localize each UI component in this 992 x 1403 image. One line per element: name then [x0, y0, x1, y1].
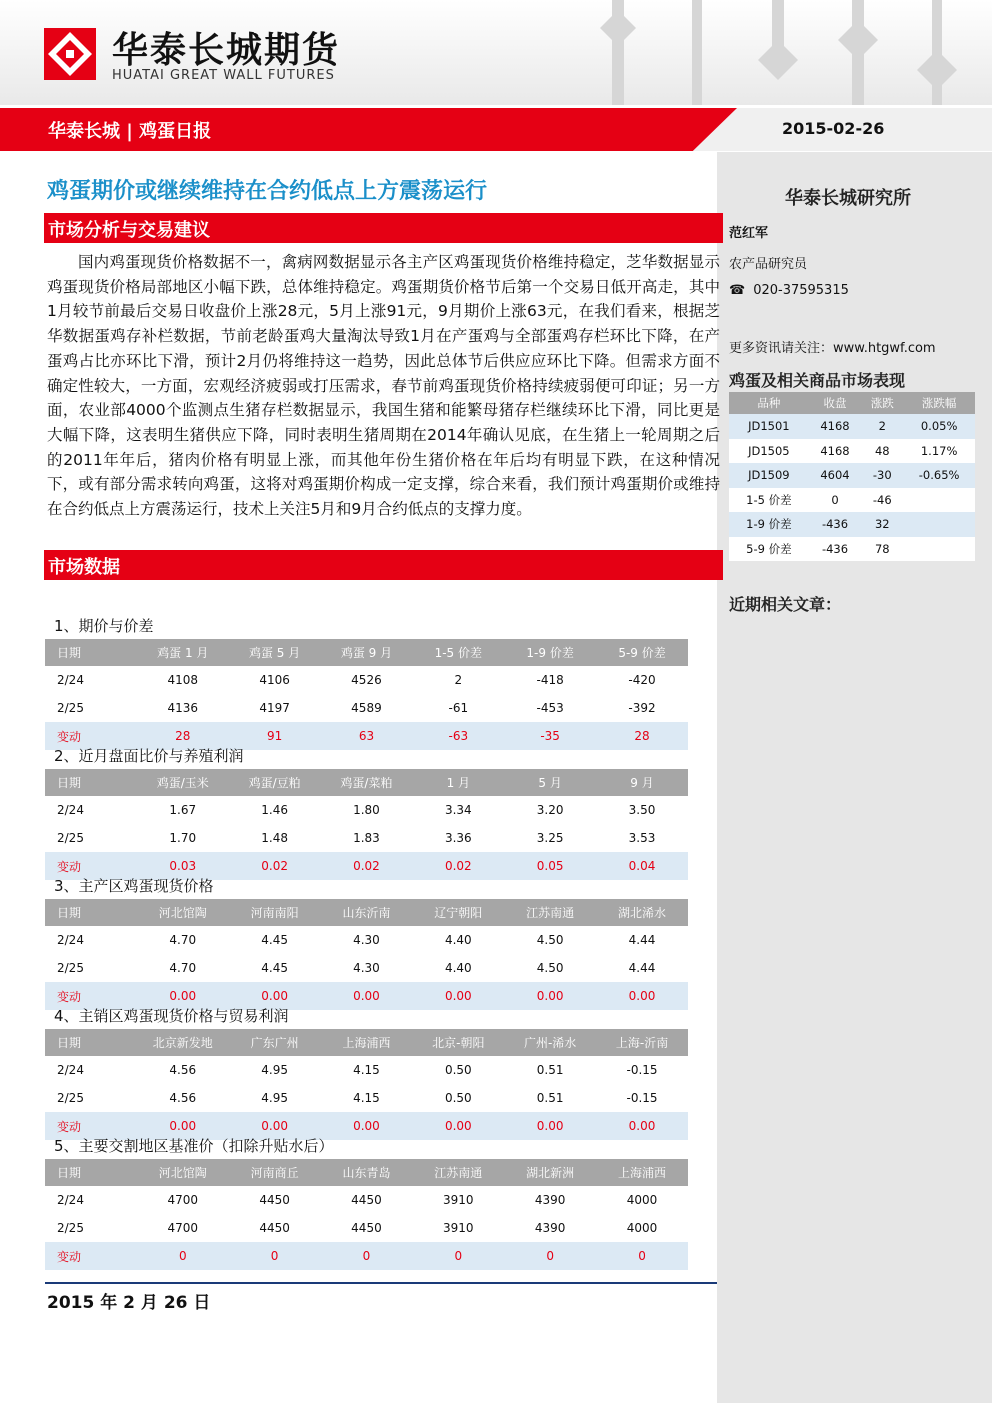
section-header-analysis: [44, 213, 723, 243]
table-cell: 4106: [259, 673, 290, 687]
table-cell: 2/25: [57, 961, 84, 975]
market-performance-title: 鸡蛋及相关商品市场表现: [729, 371, 906, 390]
column-header: 山东青岛: [321, 1159, 413, 1186]
table-cell: 0.00: [321, 982, 413, 1010]
market-data-table: [45, 1029, 688, 1140]
table-cell: 0.00: [504, 1112, 596, 1140]
table-cell: 0.00: [412, 1112, 504, 1140]
table-cell: 0: [229, 1242, 321, 1270]
recent-articles-title: 近期相关文章：: [729, 595, 842, 614]
column-header: 鸡蛋 1 月: [137, 639, 229, 666]
table-cell: -436: [809, 537, 862, 562]
table-cell: 0: [504, 1242, 596, 1270]
table-row: [45, 1242, 688, 1270]
table-cell: 2/25: [57, 1221, 84, 1235]
table-cell: 4.30: [353, 933, 380, 947]
table-row: [45, 666, 688, 694]
column-header: 河南南阳: [229, 899, 321, 926]
column-header: 1-5 价差: [412, 639, 504, 666]
section-title: 市场数据: [48, 557, 120, 578]
table-cell: 4.45: [261, 961, 288, 975]
column-header: 鸡蛋 9 月: [321, 639, 413, 666]
table-cell: 1.46: [261, 803, 288, 817]
table-row: [45, 954, 688, 982]
table-row: [45, 796, 688, 824]
column-header: 上海浦西: [596, 1159, 688, 1186]
table-cell: 0.51: [536, 1063, 564, 1077]
column-header: 江苏南通: [504, 899, 596, 926]
table-cell: JD1509: [729, 463, 809, 488]
table-cell: 4.56: [169, 1091, 197, 1105]
column-header: 辽宁朝阳: [412, 899, 504, 926]
market-data-table: [45, 639, 688, 750]
table-cell: 48: [861, 439, 903, 464]
table-cell: 变动: [45, 982, 137, 1010]
analysis-paragraph: 国内鸡蛋现货价格数据不一，禽病网数据显示各主产区鸡蛋现货价格维持稳定，芝华数据显示鸡蛋现货价格局部地区小幅下跌，总体维持稳定。鸡蛋期货价格节后第一个交易日低开高走，其中1月较节前最后交易日收盘价上涨28元，5月上涨91元，9月期价上涨63元，在我们看来，根据芝华数据蛋鸡存补栏数据，节前老龄蛋鸡大量淘汰导致1月在产蛋鸡与全部蛋鸡存栏环比下降，在产蛋鸡占比亦环比下滑，预计2月仍将维持这一趋势，因此总体节后供应应环比下降。但需求方面不确定性较大，一方面，宏观经济疲弱或打压需求，春节前鸡蛋现货价格持续疲弱便可印证；另一方面，农业部4000个监测点生猪存栏数据显示，我国生猪和能繁母猪存栏继续环比下滑，同比更是大幅下降，这表明生猪供应下降，同时表明生猪周期在2014年确认见底，在生猪上一轮周期之后的2011年年后，猪肉价格有明显上涨，而其他年份生猪价格在年后均有明显下跌，在这种情况下，或有部分需求转向鸡蛋，这将对鸡蛋期价构成一定支撑，综合来看，我们预计鸡蛋期价或维持在合约低点上方震荡运行，技术上关注5月和9月合约低点的支撑力度。: [47, 253, 720, 519]
table-cell: -0.15: [626, 1091, 658, 1105]
header-decoration: [572, 0, 992, 105]
table-cell: 2/24: [57, 803, 84, 817]
table-cell: 4.40: [444, 961, 472, 975]
report-type: 华泰长城 | 鸡蛋日报: [48, 121, 212, 142]
analyst-name: 范红军: [729, 226, 769, 241]
table-cell: 0.02: [412, 852, 504, 880]
table-cell: 4390: [534, 1221, 566, 1235]
column-header: 鸡蛋/菜粕: [321, 769, 413, 796]
more-info-link[interactable]: 更多资讯请关注：www.htgwf.com: [729, 341, 936, 356]
table-cell: -436: [809, 512, 862, 537]
table-cell: 4.95: [261, 1091, 288, 1105]
table-cell: -0.15: [626, 1063, 658, 1077]
table-row: [45, 926, 688, 954]
column-header: 1-9 价差: [504, 639, 596, 666]
table-cell: 0.00: [412, 982, 504, 1010]
column-header: 品种: [729, 392, 809, 414]
column-header: 日期: [45, 1029, 137, 1056]
column-header: 北京新发地: [137, 1029, 229, 1056]
table-cell: 4450: [351, 1221, 382, 1235]
table-cell: 2/24: [57, 1063, 84, 1077]
table-row: [729, 414, 975, 439]
table-cell: 4.40: [444, 933, 472, 947]
column-header: 河北馆陶: [137, 899, 229, 926]
institute-name: 华泰长城研究所: [785, 188, 911, 209]
table-cell: 4.15: [353, 1063, 380, 1077]
table-cell: -0.65%: [903, 463, 975, 488]
table-cell: 4390: [534, 1193, 566, 1207]
table-cell: 4.45: [261, 933, 288, 947]
table-cell: 4450: [351, 1193, 382, 1207]
table-row: [45, 824, 688, 852]
table-cell: 4.15: [353, 1091, 380, 1105]
table-cell: 4526: [351, 673, 382, 687]
table-cell: -453: [536, 701, 564, 715]
table-cell: 变动: [45, 1112, 137, 1140]
table-cell: 变动: [45, 1242, 137, 1270]
table-cell: 4700: [167, 1221, 199, 1235]
column-header: 收盘: [809, 392, 862, 414]
table-cell: 2/25: [57, 831, 84, 845]
table-cell: 4000: [626, 1193, 658, 1207]
column-header: 广东广州: [229, 1029, 321, 1056]
table-cell: 4.44: [628, 961, 656, 975]
table-cell: 3.34: [444, 803, 472, 817]
table-cell: [903, 537, 975, 562]
column-header: 鸡蛋/豆粕: [229, 769, 321, 796]
table-cell: -30: [861, 463, 903, 488]
table-cell: 2/24: [57, 673, 84, 687]
table-row: [45, 694, 688, 722]
table-row: [729, 463, 975, 488]
column-header: 5 月: [504, 769, 596, 796]
table-cell: 4.70: [169, 933, 197, 947]
table-row: [45, 1214, 688, 1242]
table-row: [729, 439, 975, 464]
table-cell: 0.02: [321, 852, 413, 880]
phone-line: [729, 283, 849, 298]
market-performance-table: [729, 392, 975, 561]
report-title: 鸡蛋期价或继续维持在合约低点上方震荡运行: [47, 179, 488, 204]
table-cell: 78: [861, 537, 903, 562]
table-cell: 4136: [167, 701, 199, 715]
table-row: [729, 537, 975, 562]
table-cell: 3.50: [628, 803, 656, 817]
column-header: 河南商丘: [229, 1159, 321, 1186]
table-cell: 3.25: [536, 831, 564, 845]
table-caption: 1、期价与价差: [54, 617, 154, 635]
table-row: [45, 1186, 688, 1214]
footer-date: 2015 年 2 月 26 日: [47, 1293, 211, 1313]
column-header: 河北馆陶: [137, 1159, 229, 1186]
table-caption: 3、主产区鸡蛋现货价格: [54, 877, 214, 895]
analyst-role: 农产品研究员: [729, 257, 808, 272]
table-cell: 1.48: [261, 831, 288, 845]
market-data-table: [45, 769, 688, 880]
table-cell: 0.00: [504, 982, 596, 1010]
column-header: 日期: [45, 769, 137, 796]
report-date: 2015-02-26: [782, 119, 885, 138]
table-cell: 1-9 价差: [729, 512, 809, 537]
table-cell: 4700: [167, 1193, 199, 1207]
section-title: 市场分析与交易建议: [48, 220, 210, 241]
column-header: 江苏南通: [412, 1159, 504, 1186]
table-cell: 0.50: [444, 1063, 472, 1077]
brand-name-cn: 华泰长城期货: [112, 30, 341, 71]
table-cell: 3910: [443, 1193, 474, 1207]
table-cell: 4.30: [353, 961, 380, 975]
column-header: 涨跌幅: [903, 392, 975, 414]
table-cell: 4.50: [536, 961, 564, 975]
table-cell: -420: [628, 673, 656, 687]
table-cell: 0.00: [596, 982, 688, 1010]
column-header: 鸡蛋 5 月: [229, 639, 321, 666]
phone-icon: ☎: [729, 283, 746, 298]
column-header: 日期: [45, 1159, 137, 1186]
table-cell: -392: [628, 701, 656, 715]
table-cell: 32: [861, 512, 903, 537]
column-header: 1 月: [412, 769, 504, 796]
table-row: [45, 1056, 688, 1084]
phone-number: 020-37595315: [753, 283, 849, 298]
table-cell: 4604: [809, 463, 862, 488]
table-cell: 2: [454, 673, 463, 687]
table-cell: 0.02: [229, 852, 321, 880]
column-header: 湖北新洲: [504, 1159, 596, 1186]
table-cell: 0.00: [229, 1112, 321, 1140]
column-header: 湖北浠水: [596, 899, 688, 926]
table-row: [729, 512, 975, 537]
column-header: 9 月: [596, 769, 688, 796]
table-cell: 0: [809, 488, 862, 513]
table-caption: 2、近月盘面比价与养殖利润: [54, 747, 244, 765]
table-cell: JD1501: [729, 414, 809, 439]
table-row: [45, 1084, 688, 1112]
table-cell: JD1505: [729, 439, 809, 464]
table-cell: 2/24: [57, 933, 84, 947]
column-header: 5-9 价差: [596, 639, 688, 666]
column-header: 上海浦西: [321, 1029, 413, 1056]
table-cell: 4.70: [169, 961, 197, 975]
table-cell: 91: [229, 722, 321, 750]
table-cell: 0: [412, 1242, 504, 1270]
table-cell: 4450: [259, 1221, 290, 1235]
market-data-table: [45, 899, 688, 1010]
table-cell: 2: [861, 414, 903, 439]
table-cell: 4450: [259, 1193, 290, 1207]
page-header: [0, 0, 992, 105]
report-bar: [0, 108, 992, 151]
table-cell: 1.70: [169, 831, 197, 845]
table-cell: 0.50: [444, 1091, 472, 1105]
table-cell: 0.00: [321, 1112, 413, 1140]
table-cell: 5-9 价差: [729, 537, 809, 562]
table-cell: 3910: [443, 1221, 474, 1235]
column-header: 北京-朝阳: [412, 1029, 504, 1056]
section-header-market-data: [44, 550, 723, 580]
table-cell: 0: [321, 1242, 413, 1270]
table-cell: 4000: [626, 1221, 658, 1235]
table-cell: -35: [504, 722, 596, 750]
table-cell: -46: [861, 488, 903, 513]
table-cell: 4589: [351, 701, 382, 715]
table-cell: 1.80: [353, 803, 380, 817]
table-cell: 28: [137, 722, 229, 750]
table-cell: 4168: [809, 439, 862, 464]
brand-name-en: HUATAI GREAT WALL FUTURES: [112, 68, 335, 83]
table-cell: 变动: [45, 722, 137, 750]
table-cell: -61: [448, 701, 469, 715]
table-cell: 0.00: [137, 1112, 229, 1140]
table-cell: 0.00: [137, 982, 229, 1010]
table-cell: 1.17%: [903, 439, 975, 464]
table-cell: 4168: [809, 414, 862, 439]
table-cell: 1.67: [169, 803, 197, 817]
table-cell: 2/25: [57, 1091, 84, 1105]
table-cell: [903, 488, 975, 513]
table-cell: 0.05%: [903, 414, 975, 439]
table-cell: 3.20: [536, 803, 564, 817]
table-cell: 4197: [259, 701, 290, 715]
table-cell: -63: [412, 722, 504, 750]
table-cell: 1-5 价差: [729, 488, 809, 513]
column-header: 鸡蛋/玉米: [137, 769, 229, 796]
table-cell: 4.44: [628, 933, 656, 947]
table-cell: [903, 512, 975, 537]
table-cell: 变动: [45, 852, 137, 880]
table-cell: 4.95: [261, 1063, 288, 1077]
table-cell: 0.05: [504, 852, 596, 880]
company-logo-icon: [42, 26, 98, 82]
column-header: 广州-浠水: [504, 1029, 596, 1056]
table-cell: -418: [536, 673, 564, 687]
table-cell: 2/25: [57, 701, 84, 715]
table-cell: 28: [596, 722, 688, 750]
market-data-table: [45, 1159, 688, 1270]
table-row: [729, 488, 975, 513]
table-cell: 0.00: [596, 1112, 688, 1140]
table-cell: 2/24: [57, 1193, 84, 1207]
table-cell: 4.50: [536, 933, 564, 947]
table-cell: 3.36: [444, 831, 472, 845]
table-cell: 4.56: [169, 1063, 197, 1077]
column-header: 上海-沂南: [596, 1029, 688, 1056]
table-cell: 63: [321, 722, 413, 750]
table-caption: 4、主销区鸡蛋现货价格与贸易利润: [54, 1007, 289, 1025]
table-cell: 0.51: [536, 1091, 564, 1105]
column-header: 日期: [45, 639, 137, 666]
table-cell: 0.04: [596, 852, 688, 880]
table-cell: 4108: [167, 673, 199, 687]
column-header: 日期: [45, 899, 137, 926]
table-cell: 0: [596, 1242, 688, 1270]
table-cell: 1.83: [353, 831, 380, 845]
column-header: 山东沂南: [321, 899, 413, 926]
footer-divider: [45, 1282, 717, 1284]
table-caption: 5、主要交割地区基准价（扣除升贴水后）: [54, 1137, 334, 1155]
table-cell: 0.00: [229, 982, 321, 1010]
table-cell: 0: [137, 1242, 229, 1270]
table-cell: 3.53: [628, 831, 656, 845]
column-header: 涨跌: [861, 392, 903, 414]
table-cell: 0.03: [137, 852, 229, 880]
